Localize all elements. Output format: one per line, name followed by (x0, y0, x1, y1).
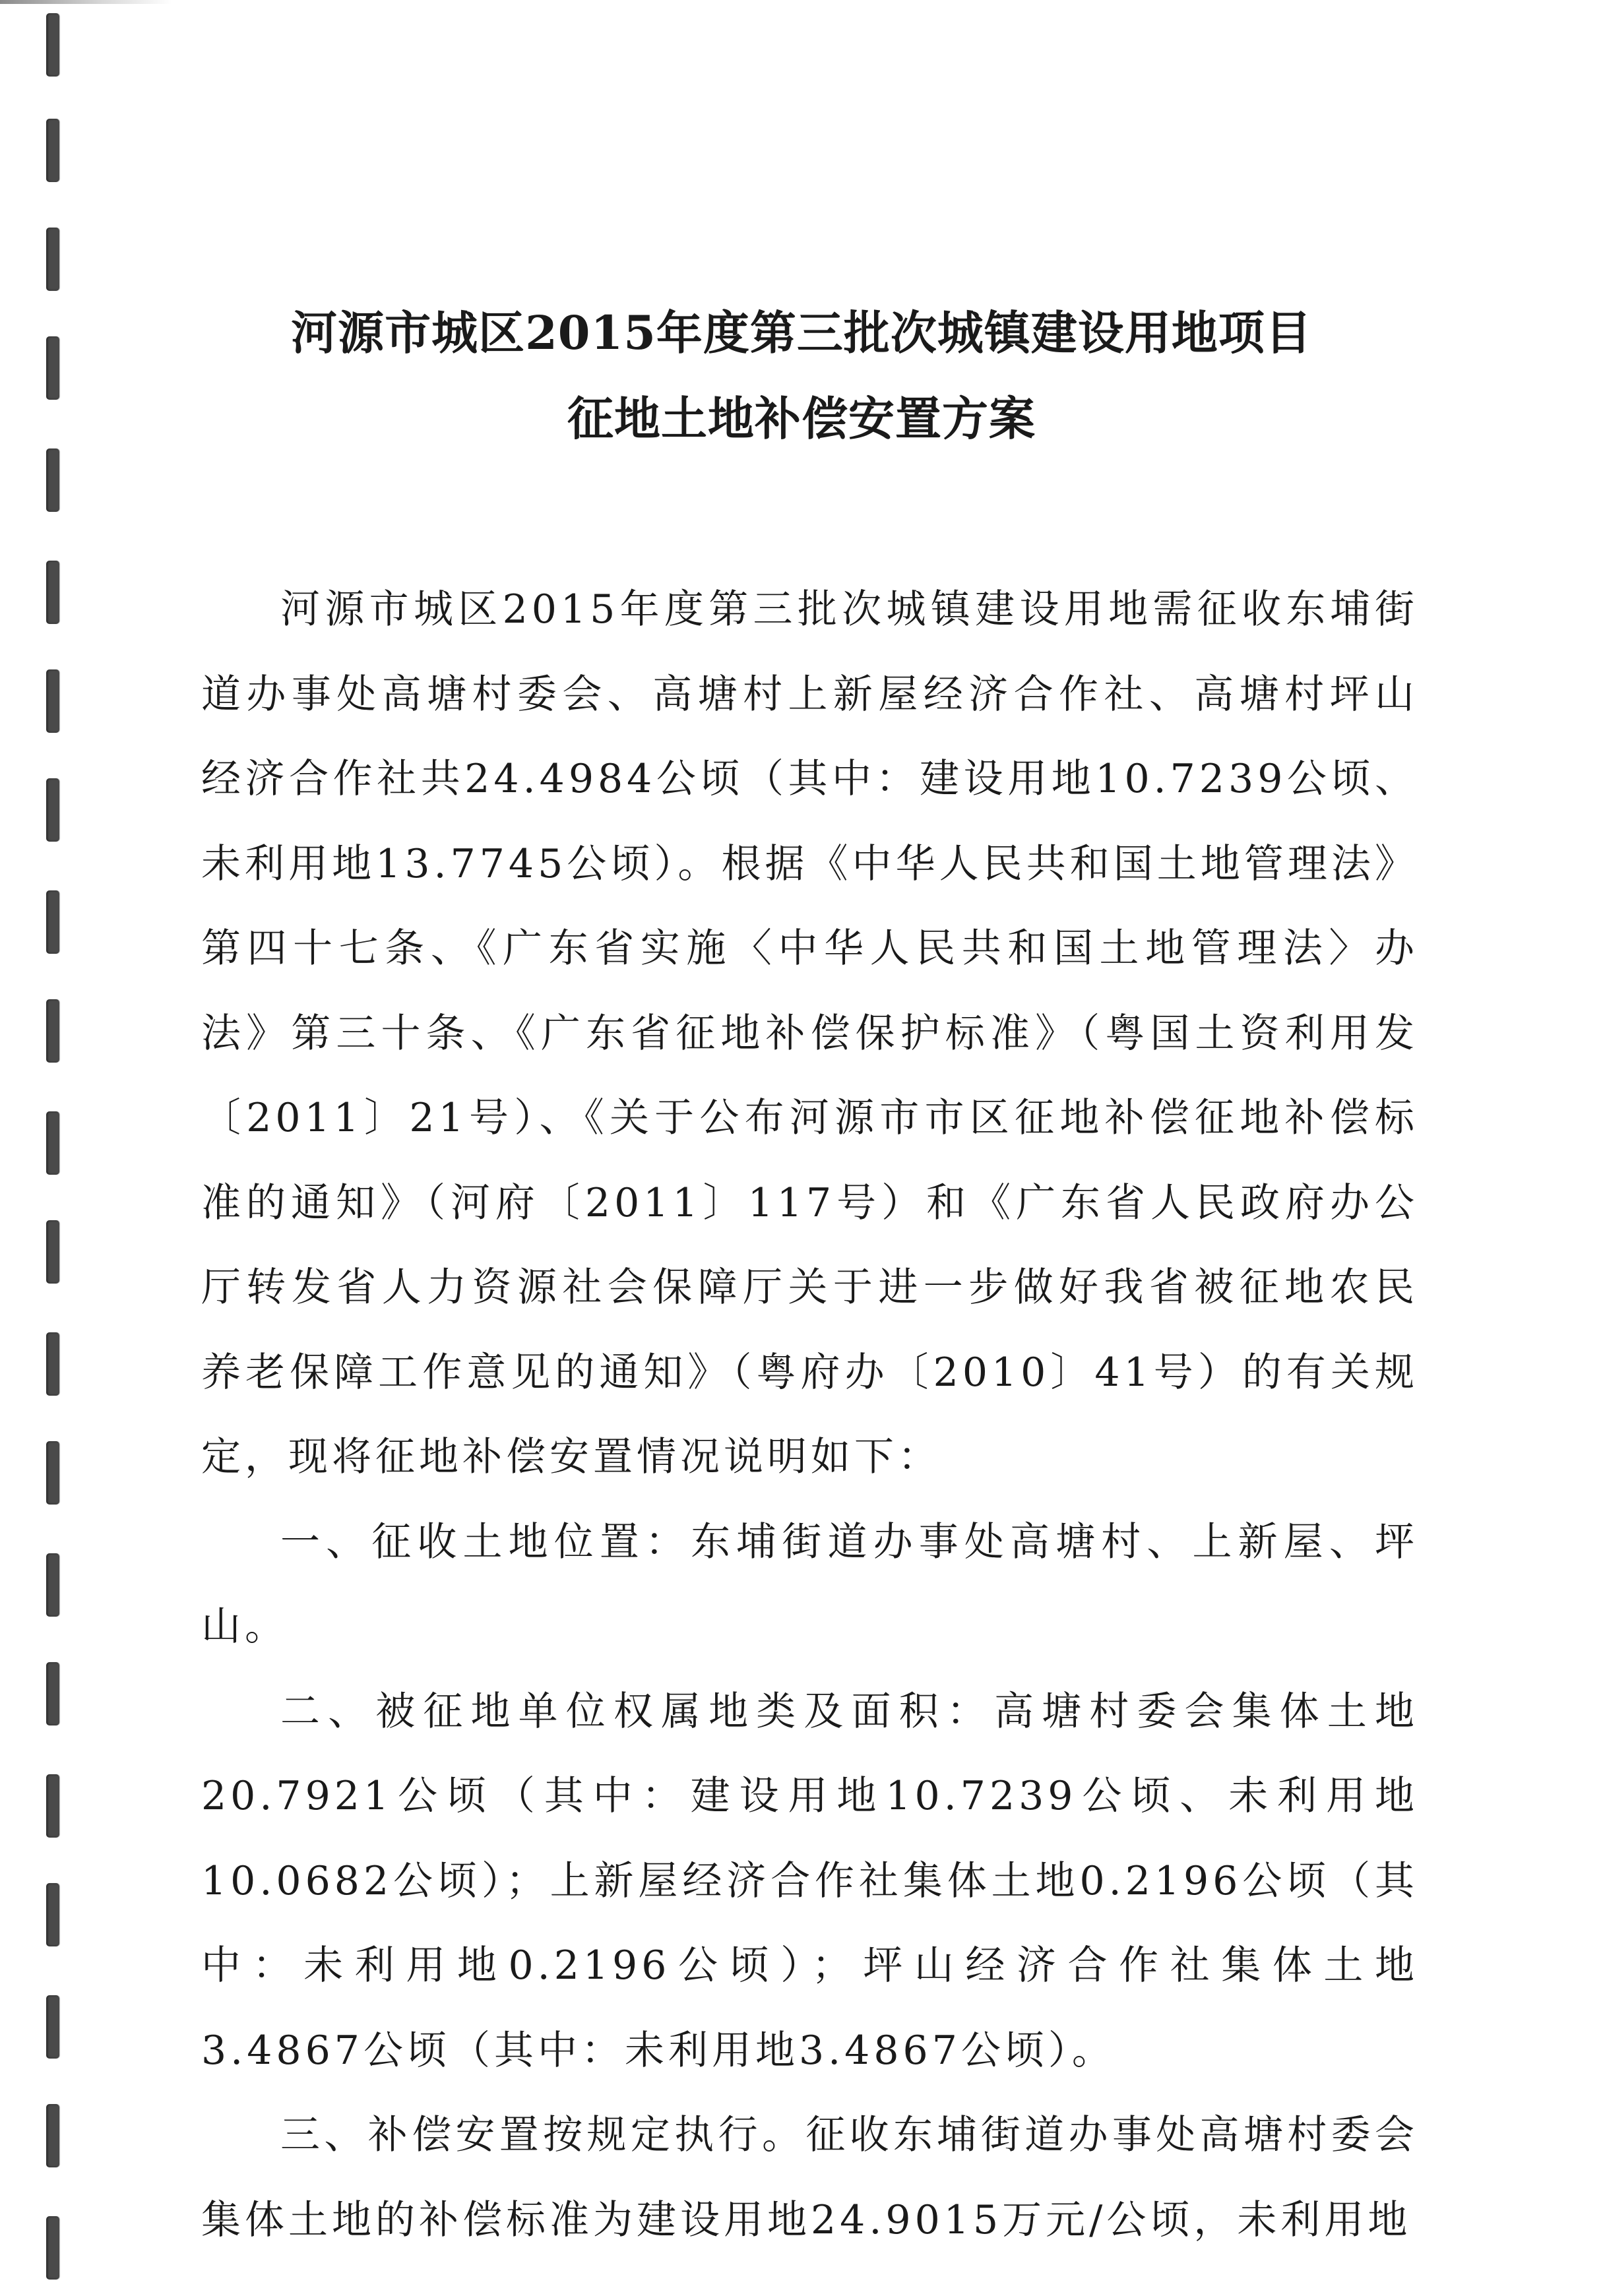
binding-hole (46, 1553, 59, 1617)
binding-hole (46, 2104, 59, 2167)
binding-hole (46, 561, 59, 624)
paragraph-section-1: 一、征收土地位置：东埔街道办事处高塘村、上新屋、坪山。 (201, 1518, 1418, 1650)
paragraph-section-2: 二、被征地单位权属地类及面积：高塘村委会集体土地20.7921公顷（其中：建设用地10.7239公顷、未利用地10.0682公顷）；上新屋经济合作社集体土地0.2196公顷（其中：未利用地0.2196公顷）；坪山经济合作社集体土地3.4867公顷（其中：未利用地3.4867公顷）。 (201, 1688, 1418, 2074)
binding-hole (46, 669, 59, 733)
binding-hole (46, 13, 59, 77)
binding-hole (46, 1332, 59, 1396)
binding-hole (46, 1883, 59, 1946)
title-line-1: 河源市城区2015年度第三批次城镇建设用地项目 (291, 305, 1312, 360)
paragraph-section-3: 三、补偿安置按规定执行。征收东埔街道办事处高塘村委会集体土地的补偿标准为建设用地24.9015万元/公顷，未利用地 (201, 2112, 1418, 2243)
scan-edge-shadow (0, 0, 172, 4)
paragraph-intro: 河源市城区2015年度第三批次城镇建设用地需征收东埔街道办事处高塘村委会、高塘村上新屋经济合作社、高塘村坪山经济合作社共24.4984公顷（其中：建设用地10.7239公顷、未利用地13.7745公顷）。根据《中华人民共和国土地管理法》第四十七条、《广东省实施〈中华人民共和国土地管理法〉办法》第三十条、《广东省征地补偿保护标准》（粤国土资利用发〔2011〕21号）、《关于公布河源市市区征地补偿征地补偿标准的通知》（河府〔2011〕117号）和《广东省人民政府办公厅转发省人力资源社会保障厅关于进一步做好我省被征地农民养老保障工作意见的通知》（粤府办〔2010〕41号）的有关规定，现将征地补偿安置情况说明如下： (201, 586, 1418, 1480)
binding-hole (46, 778, 59, 842)
binding-hole (46, 1111, 59, 1175)
binding-hole (46, 1995, 59, 2059)
binding-hole (46, 1441, 59, 1505)
binding-hole (46, 2216, 59, 2280)
document-title (0, 290, 1603, 462)
binding-hole (46, 1662, 59, 1725)
binding-hole (46, 1220, 59, 1284)
binding-hole (46, 890, 59, 954)
binding-hole (46, 999, 59, 1063)
binding-hole (46, 228, 59, 291)
title-line-2: 征地土地补偿安置方案 (567, 391, 1036, 446)
binding-hole (46, 119, 59, 182)
document-body (201, 567, 1418, 2262)
binding-hole (46, 1774, 59, 1838)
